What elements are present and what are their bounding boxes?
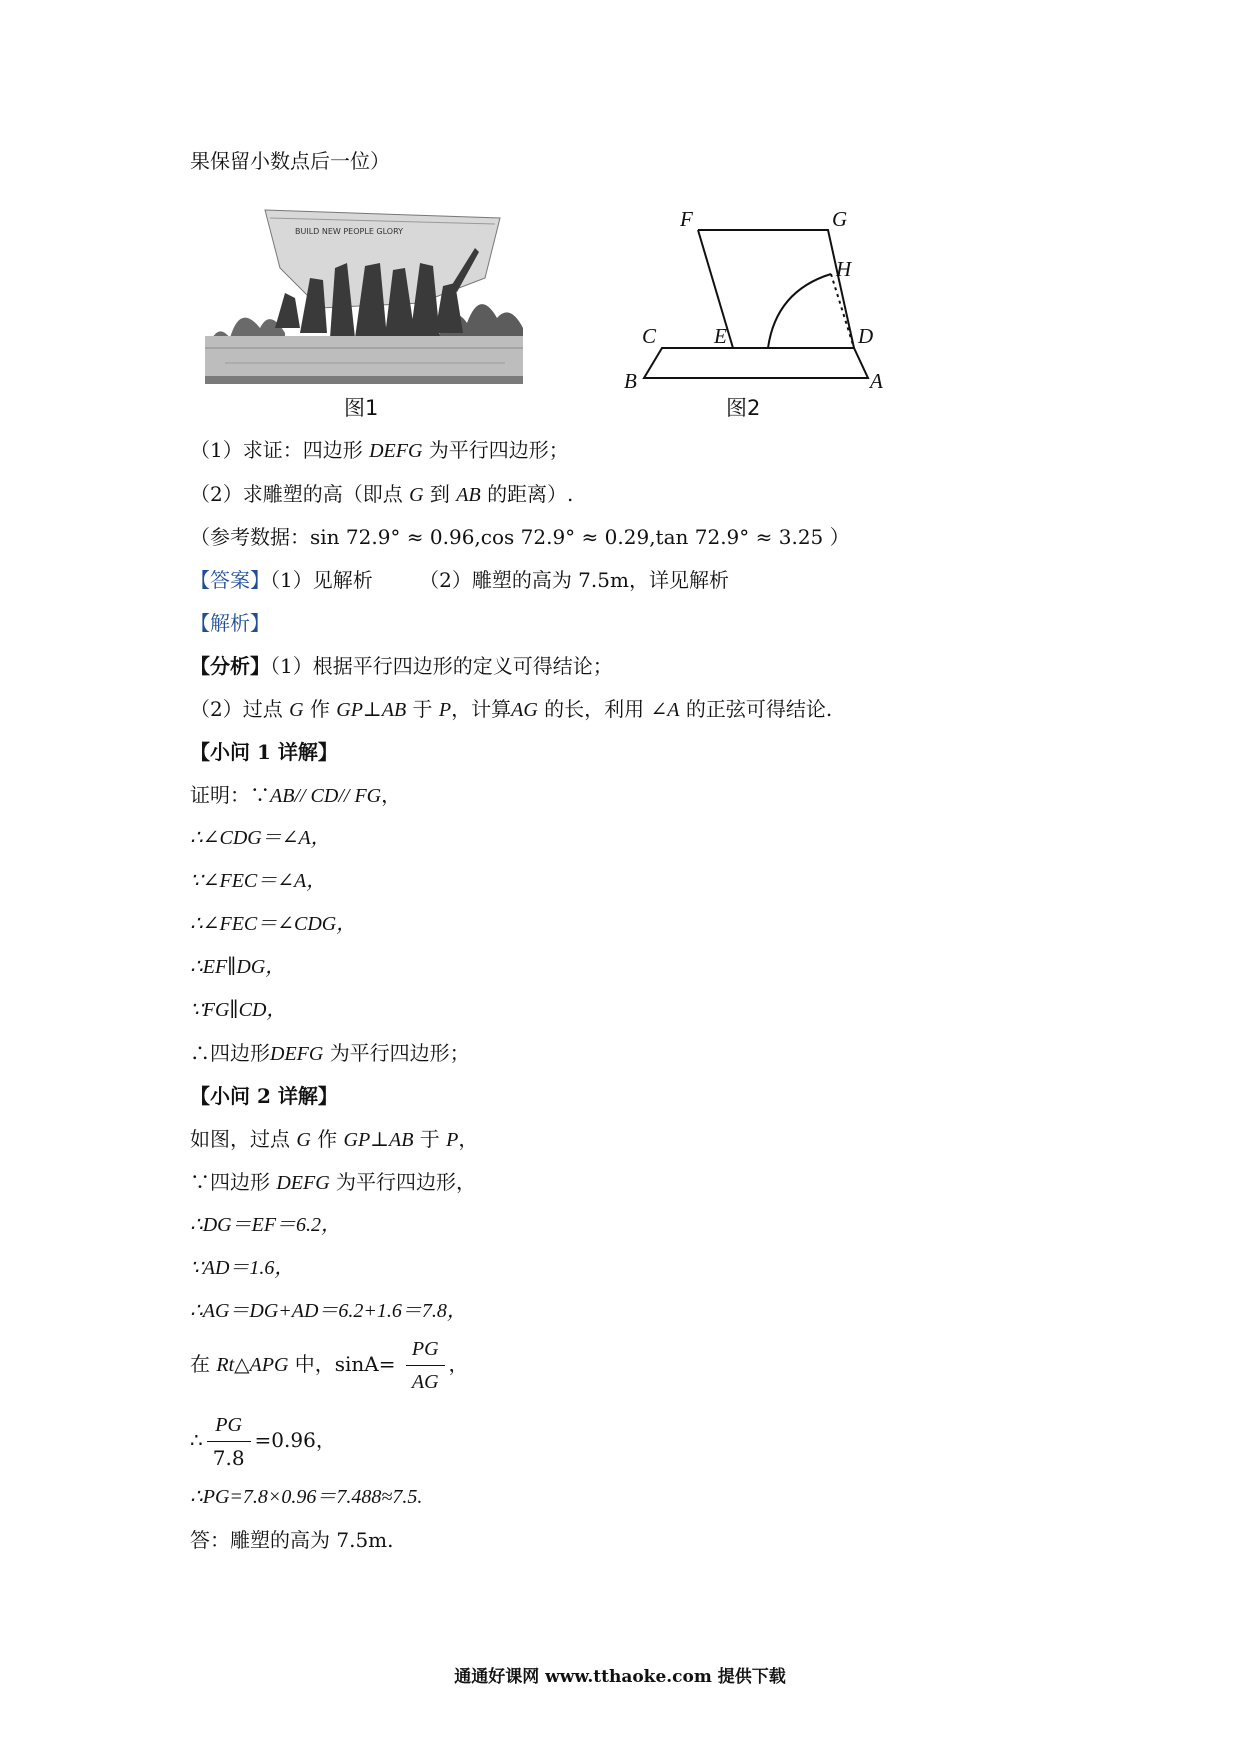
sol-line-8: ∴PG=7.8×0.96＝7.488≈7.5.	[190, 1486, 423, 1508]
label-g: G	[832, 207, 848, 231]
sol-conclusion: 答：雕塑的高为 7.5m.	[190, 1528, 394, 1552]
arc-to-h	[768, 274, 831, 348]
label-a: A	[870, 369, 883, 393]
reference-data: （参考数据：sin 72.9° ≈ 0.96,cos 72.9° ≈ 0.29,tan 72.9° ≈ 3.25 ）	[190, 525, 850, 549]
proof-line-6: ∵FG∥CD，	[190, 999, 287, 1021]
sol-line-7: ∴ $\frac{PG}{7.8}$ =0.96，	[190, 1414, 336, 1470]
proof-line-5: ∴EF∥DG，	[190, 956, 286, 978]
proof-line-2: ∴∠CDG＝∠A，	[190, 827, 331, 849]
sol-line-6: 在 Rt△APG 中，sinA= $\frac{PG}{AG}$ ，	[190, 1338, 469, 1393]
fenxi-2: （2）过点 G 作 GP⊥AB 于 P，计算AG 的长，利用 ∠A 的正弦可得结论.	[190, 697, 833, 721]
label-c: C	[642, 324, 657, 348]
page-footer: 通通好课网 www.tthaoke.com 提供下载	[454, 1667, 786, 1687]
question-1: （1）求证：四边形 DEFG 为平行四边形；	[190, 438, 569, 462]
proof-line-3: ∵∠FEC＝∠A，	[190, 870, 327, 892]
figure-1-caption: 图1	[344, 396, 379, 420]
answer-line: 【答案】（1）见解析 （2）雕塑的高为 7.5m，详见解析	[190, 568, 729, 592]
label-f: F	[680, 207, 693, 231]
analysis-tag: 【解析】	[190, 611, 270, 635]
question-2: （2）求雕塑的高（即点 G 到 AB 的距离）.	[190, 482, 574, 506]
fraction-pg-7-8: $\frac{PG}{7.8}$	[207, 1412, 251, 1471]
sol-line-1: 如图，过点 G 作 GP⊥AB 于 P，	[190, 1127, 479, 1151]
label-e: E	[714, 324, 727, 348]
label-b: B	[624, 369, 637, 393]
sol-line-4: ∵AD＝1.6，	[190, 1257, 295, 1279]
fraction-pg-ag: $\frac{PG}{AG}$	[406, 1336, 445, 1395]
proof-line-4: ∴∠FEC＝∠CDG，	[190, 913, 357, 935]
sub2-tag: 【小问 2 详解】	[190, 1084, 338, 1108]
label-d: D	[858, 324, 874, 348]
proof-line-1: 证明：∵AB// CD// FG，	[190, 783, 402, 807]
sol-line-2: ∵四边形 DEFG 为平行四边形，	[190, 1170, 477, 1194]
figure-2-caption: 图2	[726, 396, 761, 420]
figure-1-photo	[205, 208, 523, 384]
proof-line-7: ∴四边形DEFG 为平行四边形；	[190, 1041, 470, 1065]
base-trapezoid	[644, 348, 868, 378]
answer-tag: 【答案】	[190, 568, 270, 592]
label-h: H	[836, 257, 852, 281]
intro-tail: 果保留小数点后一位）	[190, 149, 390, 173]
sub1-tag: 【小问 1 详解】	[190, 740, 338, 764]
figure-2-diagram	[618, 196, 898, 396]
dashed-hd	[831, 274, 854, 348]
sol-line-3: ∴DG＝EF＝6.2，	[190, 1214, 342, 1236]
banner-text: BUILD NEW PEOPLE GLORY	[295, 227, 404, 236]
sol-line-5: ∴AG＝DG+AD＝6.2+1.6＝7.8，	[190, 1300, 467, 1322]
fenxi-1: 【分析】（1）根据平行四边形的定义可得结论；	[190, 654, 613, 678]
